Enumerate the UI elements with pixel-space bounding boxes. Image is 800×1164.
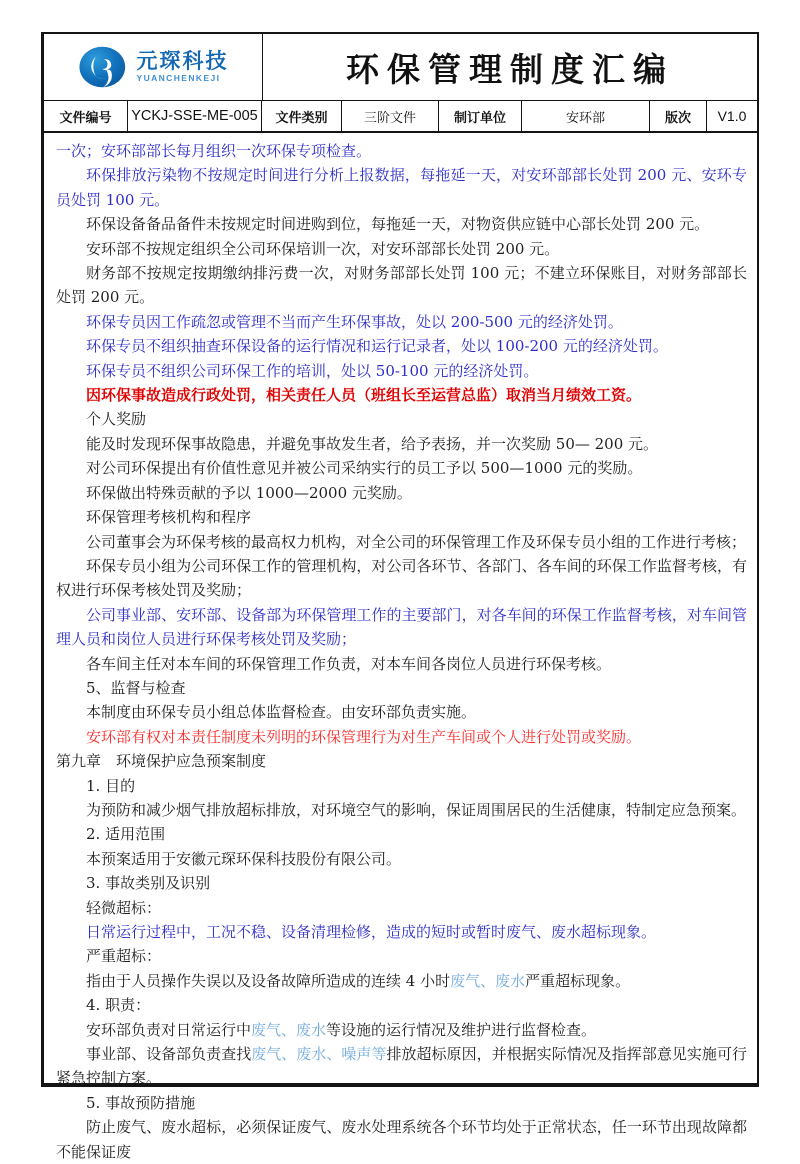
document-info-row (44, 101, 757, 133)
company-logo (44, 34, 263, 100)
paragraph (56, 481, 747, 505)
paragraph (56, 554, 747, 603)
paragraph (56, 1115, 747, 1164)
paragraph-segment: 排放超标原因，并根据实际情况及指挥部意见实施可行紧急控制方案。 (56, 1045, 747, 1088)
paragraph (56, 139, 747, 163)
paragraph-segment: 公司董事会为环保考核的最高权力机构，对全公司的环保管理工作及环保专员小组的工作进行考核； (86, 532, 747, 551)
paragraph (56, 847, 747, 871)
paragraph (56, 456, 747, 480)
paragraph-segment: 财务部不按规定按期缴纳排污费一次，对财务部部长处罚 100 元；不建立环保账目，对财务部部长处罚 200 元。 (56, 264, 747, 307)
paragraph-segment: 严重超标现象。 (525, 971, 631, 990)
paragraph-segment: 环保专员因工作疏忽或管理不当而产生环保事故，处以 200-500 元的经济处罚。 (86, 312, 623, 331)
paragraph-segment: 个人奖励 (86, 410, 147, 429)
paragraph-segment: 轻微超标： (86, 898, 162, 917)
paragraph-segment: 2. 适用范围 (86, 825, 166, 844)
document-body (44, 133, 757, 1164)
paragraph-segment: 安环部不按规定组织全公司环保培训一次，对安环部部长处罚 200 元。 (86, 239, 560, 258)
paragraph (56, 383, 747, 407)
paragraph-segment: 废气、废水 (450, 971, 526, 990)
paragraph (56, 700, 747, 724)
paragraph (56, 896, 747, 920)
doc-category-value: 三阶文件 (342, 101, 439, 131)
paragraph (56, 603, 747, 652)
company-logo-icon (78, 45, 130, 89)
paragraph (56, 969, 747, 993)
doc-number-label: 文件编号 (44, 101, 128, 131)
paragraph-segment: 事业部、设备部负责查找 (86, 1045, 252, 1064)
paragraph (56, 432, 747, 456)
paragraph (56, 212, 747, 236)
paragraph-segment: 环保专员不组织抽查环保设备的运行情况和运行记录者，处以 100-200 元的经济处罚。 (86, 337, 668, 356)
paragraph (56, 652, 747, 676)
paragraph (56, 749, 747, 773)
paragraph-segment: 环保专员不组织公司环保工作的培训，处以 50-100 元的经济处罚。 (86, 361, 539, 380)
paragraph-segment: 第九章 环境保护应急预案制度 (56, 752, 267, 771)
paragraph-segment: 各车间主任对本车间的环保管理工作负责，对本车间各岗位人员进行环保考核。 (86, 654, 612, 673)
paragraph-segment: 环保设备备品备件未按规定时间进购到位，每拖延一天，对物资供应链中心部长处罚 200 元。 (86, 215, 710, 234)
doc-version-label: 版次 (650, 101, 707, 131)
paragraph (56, 237, 747, 261)
doc-issuing-unit-label: 制订单位 (439, 101, 522, 131)
paragraph-segment: 对公司环保提出有价值性意见并被公司采纳实行的员工予以 500—1000 元的奖励。 (86, 459, 643, 478)
paragraph-segment: 为预防和减少烟气排放超标排放，对环境空气的影响，保证周围居民的生活健康，特制定应急预案。 (86, 800, 747, 819)
doc-version-value: V1.0 (717, 108, 747, 124)
doc-issuing-unit-value: 安环部 (522, 101, 650, 131)
paragraph-segment: 本预案适用于安徽元琛环保科技股份有限公司。 (86, 849, 402, 868)
paragraph (56, 1091, 747, 1115)
paragraph-segment: 指由于人员操作失误以及设备故障所造成的连续 4 小时 (86, 971, 451, 990)
paragraph-segment: 环保管理考核机构和程序 (86, 508, 252, 527)
paragraph-segment: 安环部有权对本责任制度未列明的环保管理行为对生产车间或个人进行处罚或奖励。 (86, 727, 642, 746)
paragraph (56, 993, 747, 1017)
page-title: 环保管理制度汇编 (346, 49, 674, 89)
paragraph-segment: 1. 目的 (86, 776, 136, 795)
paragraph (56, 334, 747, 358)
paragraph (56, 822, 747, 846)
paragraph (56, 774, 747, 798)
paragraph-segment: 环保做出特殊贡献的予以 1000—2000 元奖励。 (86, 483, 412, 502)
paragraph (56, 798, 747, 822)
title-cell (263, 34, 757, 100)
paragraph-segment: 废气、废水、噪声等 (251, 1045, 387, 1064)
paragraph-segment: 安环部负责对日常运行中 (86, 1020, 252, 1039)
paragraph-segment: 废气、废水 (251, 1020, 327, 1039)
paragraph-segment: 5. 事故预防措施 (86, 1093, 196, 1112)
paragraph-segment: 环保排放污染物不按规定时间进行分析上报数据，每拖延一天，对安环部部长处罚 200 元、安环专员处罚 100 元。 (56, 166, 747, 209)
document-header (44, 34, 757, 101)
paragraph-segment: 本制度由环保专员小组总体监督检查。由安环部负责实施。 (86, 703, 477, 722)
paragraph-segment: 3. 事故类别及识别 (86, 874, 211, 893)
company-logo-text (137, 51, 229, 83)
paragraph (56, 530, 747, 554)
paragraph (56, 359, 747, 383)
paragraph (56, 871, 747, 895)
paragraph (56, 261, 747, 310)
paragraph (56, 1018, 747, 1042)
paragraph-segment: 一次；安环部部长每月组织一次环保专项检查。 (56, 142, 372, 160)
paragraph-segment: 严重超标： (86, 947, 162, 966)
paragraph-segment: 防止废气、废水超标，必须保证废气、废水处理系统各个环节均处于正常状态，任一环节出现故障都不能保证废 (56, 1118, 747, 1161)
paragraph-segment: 公司事业部、安环部、设备部为环保管理工作的主要部门，对各车间的环保工作监督考核，对车间管理人员和岗位人员进行环保考核处罚及奖励； (56, 605, 747, 649)
document-page (41, 32, 759, 1161)
company-name-en: YUANCHENKEJI (136, 73, 221, 84)
paragraph-segment: 5、监督与检查 (86, 678, 186, 697)
paragraph (56, 1042, 747, 1091)
paragraph (56, 310, 747, 334)
paragraph-segment: 因环保事故造成行政处罚，相关责任人员（班组长至运营总监）取消当月绩效工资。 (86, 386, 642, 405)
paragraph (56, 920, 747, 944)
paragraph-segment: 等设施的运行情况及维护进行监督检查。 (326, 1020, 597, 1039)
doc-category-label: 文件类别 (262, 101, 342, 131)
paragraph-segment: 4. 职责： (86, 996, 151, 1015)
paragraph (56, 407, 747, 431)
paragraph-segment: 日常运行过程中，工况不稳、设备清理检修，造成的短时或暂时废气、废水超标现象。 (86, 923, 657, 941)
paragraph (56, 725, 747, 749)
doc-number-value: YCKJ-SSE-ME-005 (128, 101, 262, 131)
paragraph (56, 676, 747, 700)
paragraph (56, 944, 747, 968)
paragraph (56, 163, 747, 212)
paragraph (56, 505, 747, 529)
paragraph-segment: 环保专员小组为公司环保工作的管理机构，对公司各环节、各部门、各车间的环保工作监督考核，有权进行环保考核处罚及奖励； (56, 556, 747, 600)
company-name-cn: 元琛科技 (136, 49, 229, 74)
paragraph-segment: 能及时发现环保事故隐患，并避免事故发生者，给予表扬，并一次奖励 50— 200 元。 (86, 434, 659, 453)
